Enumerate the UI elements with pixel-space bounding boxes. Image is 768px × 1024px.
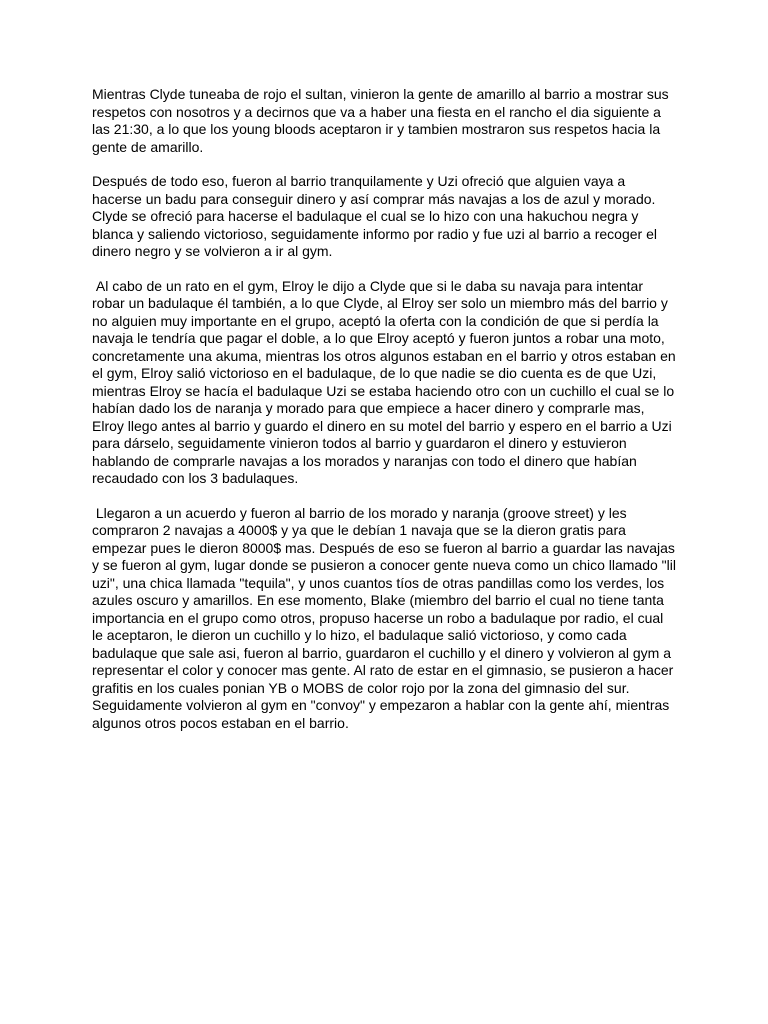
paragraph-2: Después de todo eso, fueron al barrio tranquilamente y Uzi ofreció que alguien vaya a hacerse un badu para conseguir dinero y así comprar más navajas a los de azul y morado. Clyde se ofreció para hacerse el badulaque el cual se lo hizo con una hakuchou negra y blanca y saliendo victorioso, seguidamente informo por radio y fue uzi al barrio a recoger el dinero negro y se volvieron a ir al gym. [92, 173, 661, 259]
paragraph-3: Al cabo de un rato en el gym, Elroy le dijo a Clyde que si le daba su navaja para intentar robar un badulaque él también, a lo que Clyde, al Elroy ser solo un miembro más del barrio y no alguien muy importante en el grupo, aceptó la oferta con la condición de que si perdía la navaja le tendría que pagar el doble, a lo que Elroy aceptó y fueron juntos a robar una moto, concretamente una akuma, mientras los otros algunos estaban en el barrio y otros estaban en el gym, Elroy salió victorioso en el badulaque, de lo que nadie se dio cuenta es de que Uzi, mientras Elroy se hacía el badulaque Uzi se estaba haciendo otro con un cuchillo el cual se lo habían dado los de naranja y morado para que empiece a hacer dinero y comprarle mas, Elroy llego antes al barrio y guardo el dinero en su motel del barrio y espero en el barrio a Uzi para dárselo, seguidamente vinieron todos al barrio y guardaron el dinero y estuvieron hablando de comprarle navajas a los morados y naranjas con todo el dinero que habían recaudado con los 3 badulaques. [92, 277, 680, 486]
paragraph-1: Mientras Clyde tuneaba de rojo el sultan, vinieron la gente de amarillo al barrio a mostrar sus respetos con nosotros y a decirnos que va a haber una fiesta en el rancho el dia siguiente a las 21:30, a lo que los young bloods aceptaron ir y tambien mostraron sus respetos hacia la gente de amarillo. [92, 86, 673, 155]
paragraph-4: Llegaron a un acuerdo y fueron al barrio de los morado y naranja (groove street) y les compraron 2 navajas a 4000$ y ya que le debían 1 navaja que se la dieron gratis para empezar pues le dieron 8000$ mas. Después de eso se fueron al barrio a guardar las navajas y se fueron al gym, lugar donde se pusieron a conocer gente nueva como un chico llamado "lil uzi", una chica llamada "tequila", y unos cuantos tíos de otras pandillas como los verdes, los azules oscuro y amarillos. En ese momento, Blake (miembro del barrio el cual no tiene tanta importancia en el grupo como otros, propuso hacerse un robo a badulaque por radio, el cual le aceptaron, le dieron un cuchillo y lo hizo, el badulaque salió victorioso, y como cada badulaque que sale asi, fueron al barrio, guardaron el cuchillo y el dinero y volvieron al gym a representar el color y conocer mas gente. Al rato de estar en el gimnasio, se pusieron a hacer grafitis en los cuales ponian YB o MOBS de color rojo por la zona del gimnasio del sur. Seguidamente volvieron al gym en "convoy" y empezaron a hablar con la gente ahí, mientras algunos otros pocos estaban en el barrio. [92, 504, 680, 731]
